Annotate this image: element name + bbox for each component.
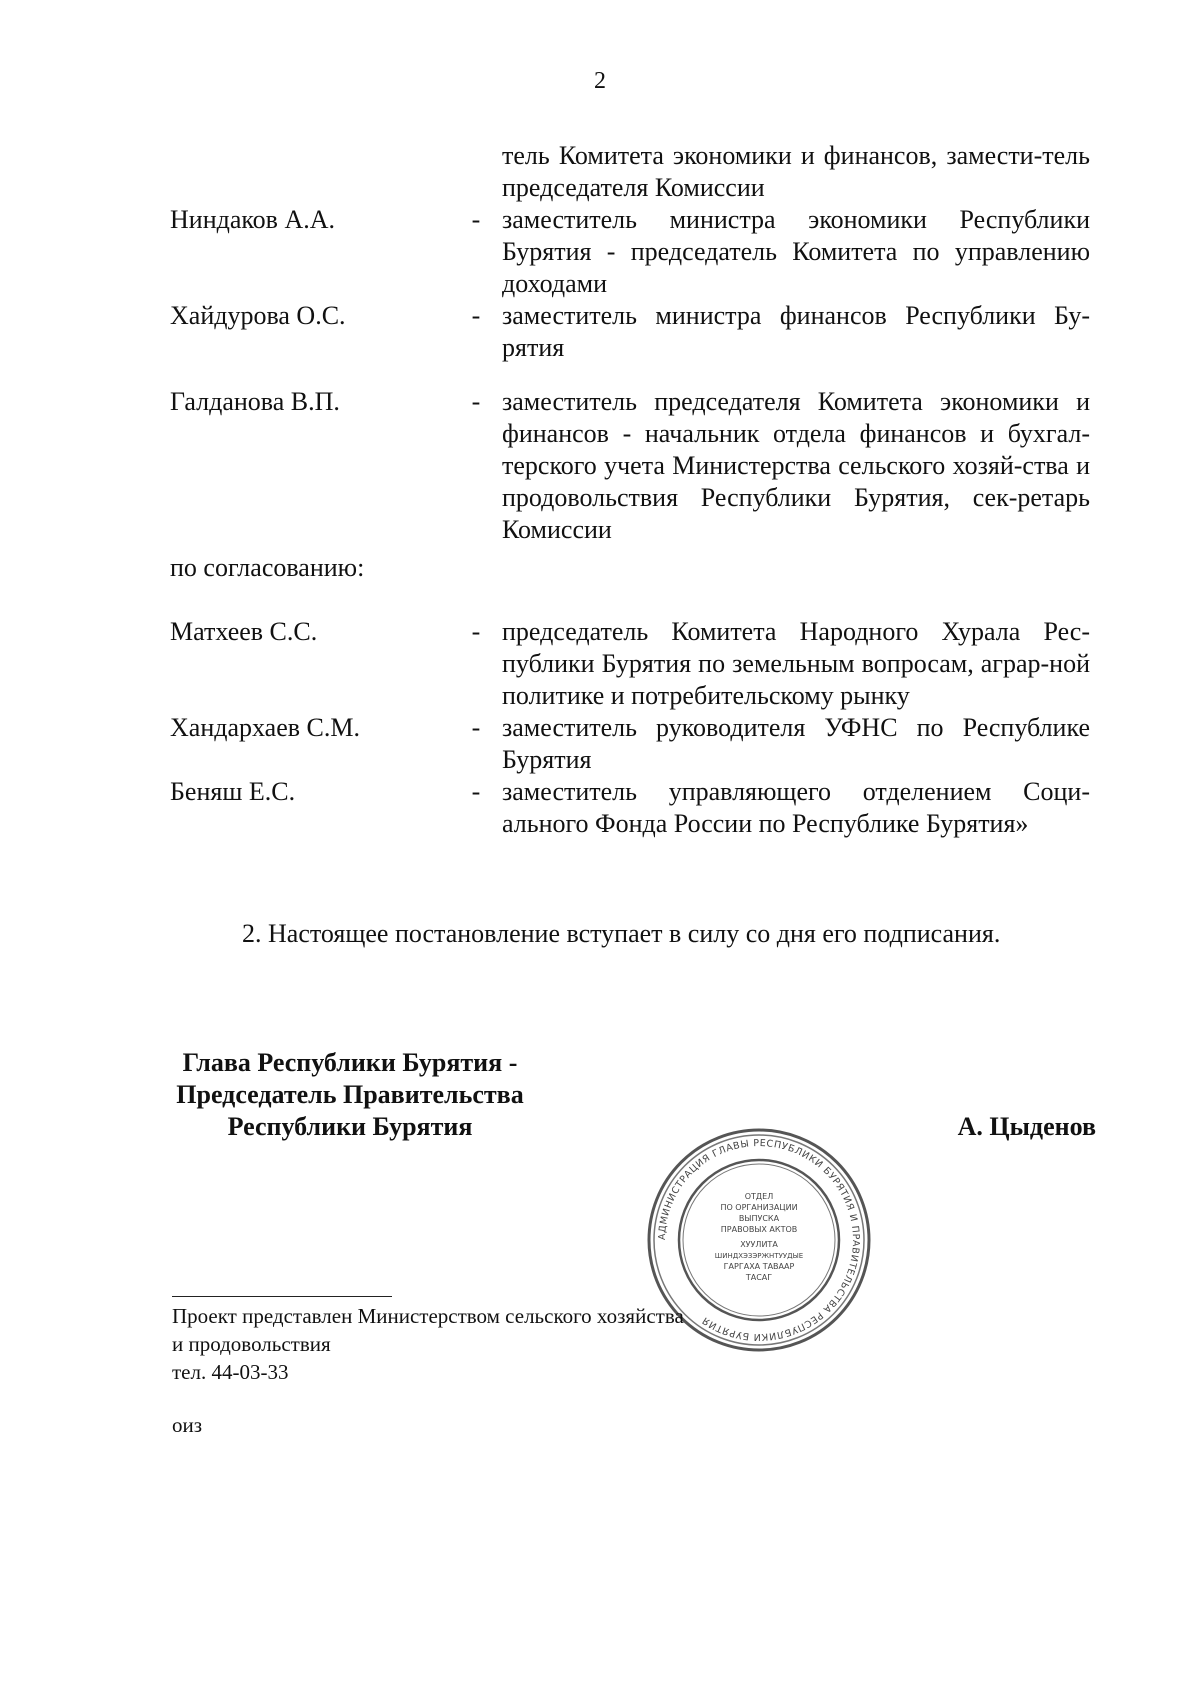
footnote-line: тел. 44-03-33 [172, 1360, 289, 1384]
member-dash: - [471, 617, 481, 646]
member-dash: - [471, 301, 481, 330]
page-number: 2 [594, 68, 606, 94]
footnote-separator [172, 1296, 392, 1297]
signer-title-line: Республики Бурятия [227, 1112, 473, 1141]
member-dash: - [471, 777, 481, 806]
seal-center-line: ПО ОРГАНИЗАЦИИ [720, 1203, 798, 1212]
seal-ring-text: АДМИНИСТРАЦИЯ ГЛАВЫ РЕСПУБЛИКИ БУРЯТИЯ И ПРАВИТЕЛЬСТВА РЕСПУБЛИКИ БУРЯТИЯ [656, 1137, 862, 1343]
agreed-member-row [170, 712, 1090, 776]
member-name: Ниндаков А.А. [170, 205, 336, 234]
member-name: Матхеев С.С. [170, 617, 318, 646]
member-name: Беняш Е.С. [170, 777, 296, 806]
member-role: заместитель управляющего отделением Соци-ального Фонда России по Республике Бурятия» [502, 777, 1090, 838]
signer-title-line: Председатель Правительства [176, 1080, 524, 1109]
footnote-line: и продовольствия [172, 1332, 331, 1356]
continuation-text: тель Комитета экономики и финансов, замести-тель председателя Комиссии [502, 141, 1090, 202]
registry-code: оиз [172, 1413, 203, 1437]
member-role: заместитель председателя Комитета экономики и финансов - начальник отдела финансов и бухгал-терского учета Министерства сельского хозяй-ства и продовольствия Республики Бурятия, сек-ретарь Комиссии [502, 387, 1090, 544]
member-role: заместитель министра финансов Республики Бу-рятия [502, 301, 1090, 362]
seal-center-line: ГАРГАХА ТАВААР [723, 1262, 795, 1271]
project-footnote [172, 1302, 692, 1386]
signer-title [150, 1047, 550, 1143]
seal-center-line: ПРАВОВЫХ АКТОВ [720, 1225, 798, 1234]
seal-center-line: ХУУЛИТА [740, 1240, 778, 1249]
member-name: Хандархаев С.М. [170, 713, 360, 742]
member-name: Галданова В.П. [170, 387, 340, 416]
seal-center-line: ШИНДХЭЗЭРЖНТУУДЫЕ [714, 1252, 804, 1260]
seal-center-line: ВЫПУСКА [738, 1214, 780, 1223]
agreed-member-row [170, 776, 1090, 840]
footnote-line: Проект представлен Министерством сельского хозяйства [172, 1304, 684, 1328]
commission-roster [170, 140, 1090, 840]
signer-name: А. Цыденов [957, 1112, 1096, 1141]
member-dash: - [471, 713, 481, 742]
seal-center-line: ТАСАГ [745, 1273, 773, 1282]
member-row [170, 204, 1090, 300]
member-name: Хайдурова О.С. [170, 301, 346, 330]
member-role: заместитель министра экономики Республики Бурятия - председатель Комитета по управлению доходами [502, 205, 1090, 298]
member-role: председатель Комитета Народного Хурала Рес-публики Бурятия по земельным вопросам, аграр-ной политике и потребительскому рынку [502, 617, 1090, 710]
signer-title-line: Глава Республики Бурятия - [182, 1048, 518, 1077]
effective-date-clause: 2. Настоящее постановление вступает в силу со дня его подписания. [242, 919, 1001, 948]
member-dash: - [471, 387, 481, 416]
roster-continuation [170, 140, 1090, 204]
seal-center-line: ОТДЕЛ [744, 1192, 774, 1201]
agreed-member-row [170, 616, 1090, 712]
member-dash: - [471, 205, 481, 234]
member-row [170, 386, 1090, 546]
member-row [170, 300, 1090, 364]
member-role: заместитель руководителя УФНС по Республике Бурятия [502, 713, 1090, 774]
agreed-section-label: по согласованию: [170, 553, 365, 582]
